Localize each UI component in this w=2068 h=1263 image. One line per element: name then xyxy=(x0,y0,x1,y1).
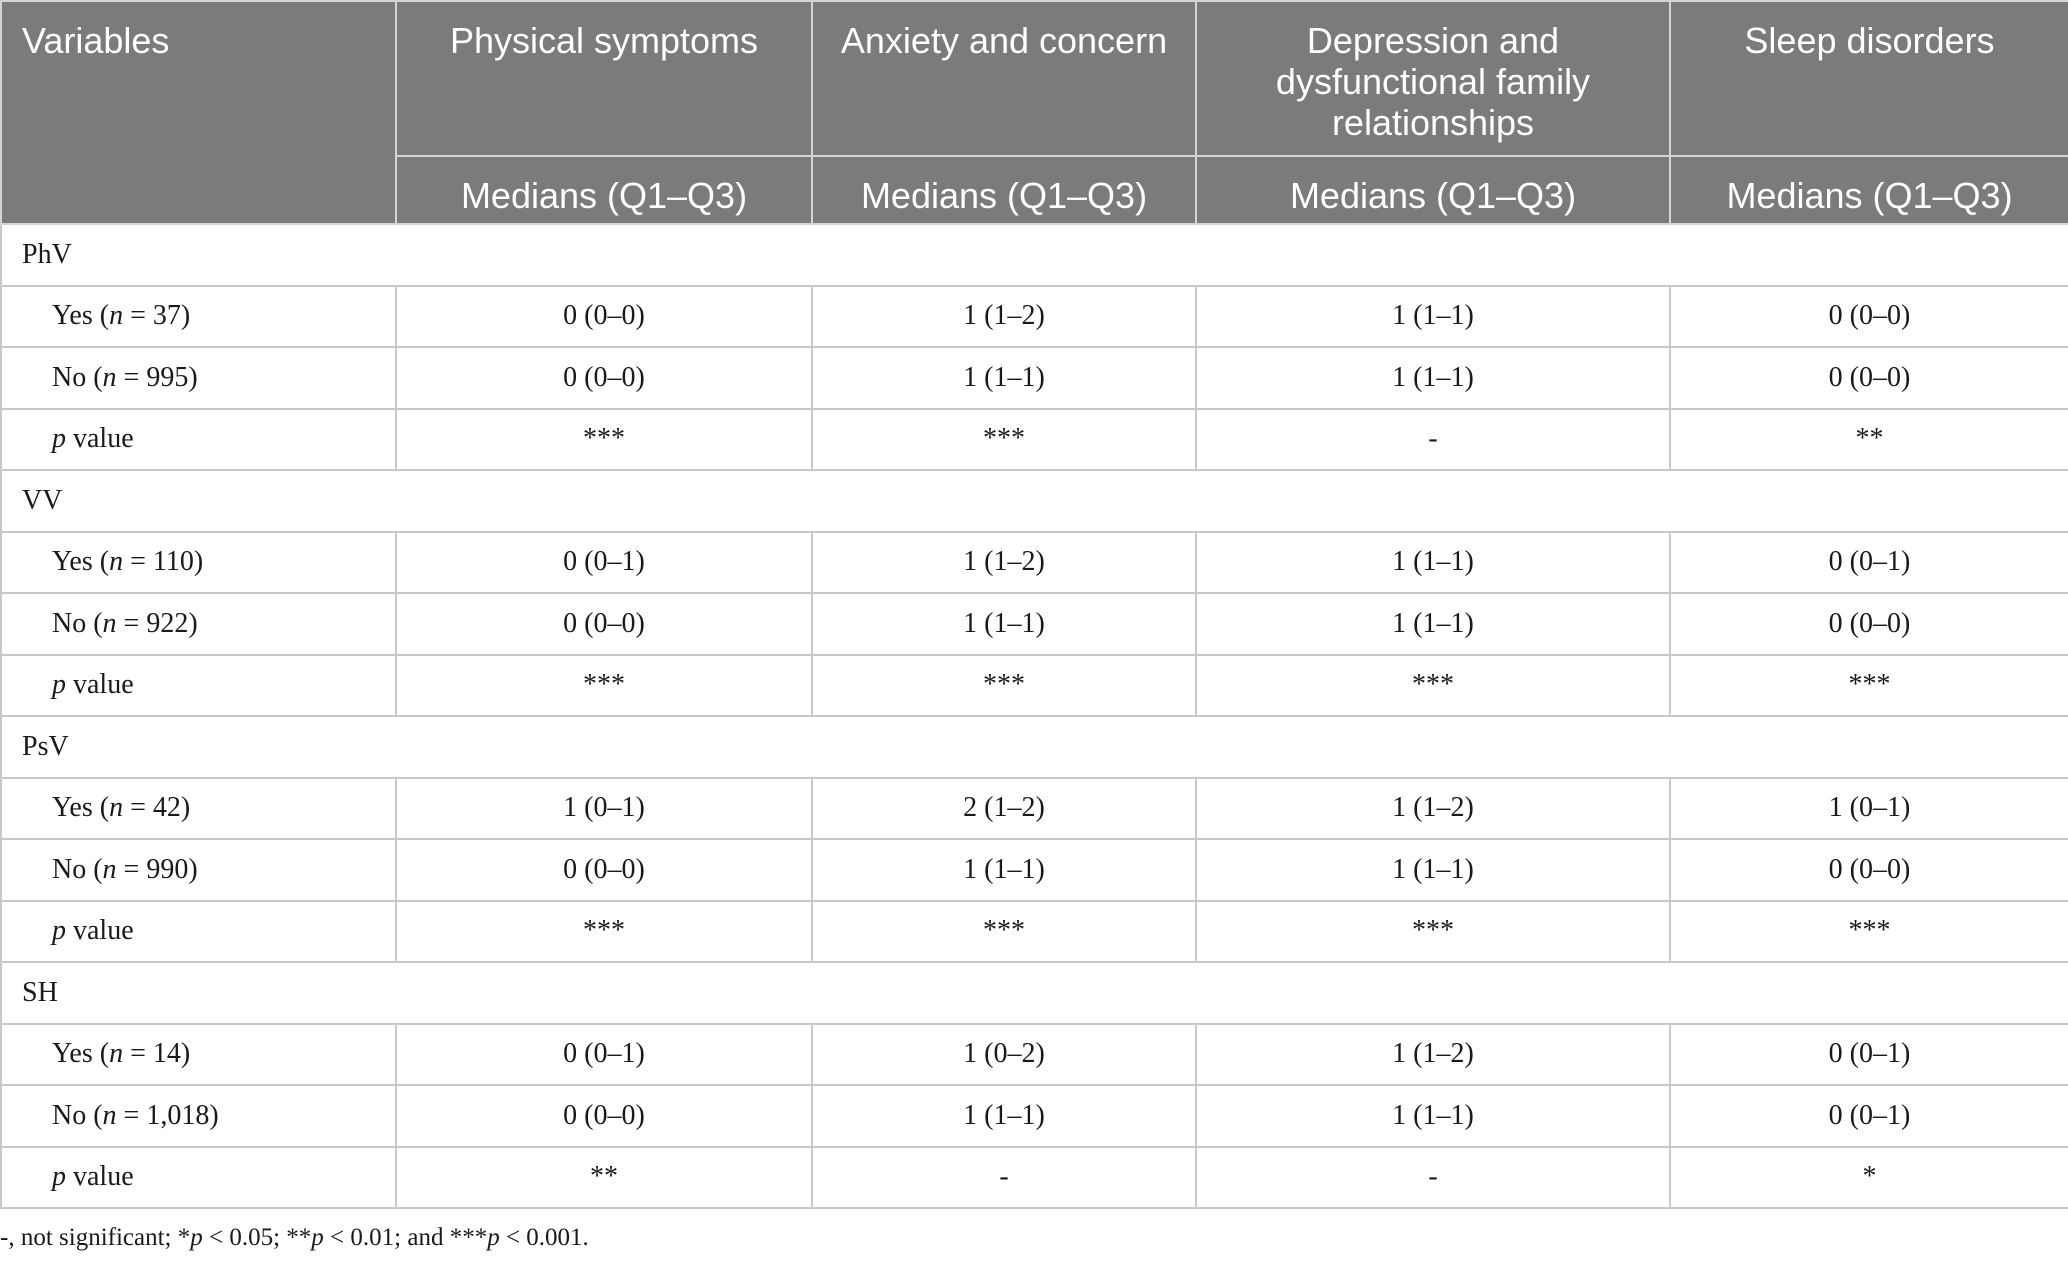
footnote-part: < 0.01; and *** xyxy=(323,1224,488,1251)
table-cell: 0 (0–0) xyxy=(396,593,812,655)
header-anxiety-concern: Anxiety and concern xyxy=(812,1,1196,156)
row-label xyxy=(1,409,396,471)
table-cell: 0 (0–0) xyxy=(396,839,812,901)
group-row xyxy=(1,962,2068,1024)
footnote xyxy=(0,1224,589,1252)
table-cell: - xyxy=(1196,409,1670,471)
table-cell: 0 (0–1) xyxy=(396,532,812,594)
table-cell: 1 (1–1) xyxy=(1196,593,1670,655)
table-cell: 1 (1–1) xyxy=(1196,839,1670,901)
row-label xyxy=(1,901,396,963)
row-label-prefix: No ( xyxy=(52,853,103,885)
row-label xyxy=(1,593,396,655)
table-cell: ** xyxy=(396,1147,812,1209)
group-label: PhV xyxy=(1,224,2068,286)
table-cell: 0 (0–1) xyxy=(1670,1085,2068,1147)
row-label-prefix: Yes ( xyxy=(52,546,110,578)
row-label-suffix: value xyxy=(66,915,134,947)
row-label-suffix: = 14) xyxy=(123,1038,191,1070)
row-label-symbol: n xyxy=(109,546,124,578)
row-label-symbol: n xyxy=(109,792,124,824)
table-cell: 1 (1–1) xyxy=(1196,286,1670,348)
row-label xyxy=(1,655,396,717)
table-cell: *** xyxy=(396,901,812,963)
group-label: SH xyxy=(1,962,2068,1024)
subheader-medians: Medians (Q1–Q3) xyxy=(1196,156,1670,224)
table-cell: 1 (1–1) xyxy=(812,1085,1196,1147)
table-cell: *** xyxy=(1670,655,2068,717)
table-cell: 1 (1–2) xyxy=(812,286,1196,348)
table-cell: *** xyxy=(1196,901,1670,963)
table-cell: 1 (1–2) xyxy=(812,532,1196,594)
row-label-prefix: No ( xyxy=(52,1099,103,1131)
table-cell: - xyxy=(1196,1147,1670,1209)
row-label xyxy=(1,778,396,840)
header-row xyxy=(1,1,2068,156)
footnote-p-symbol: p xyxy=(190,1224,203,1251)
table-cell: *** xyxy=(812,655,1196,717)
table-cell: *** xyxy=(396,655,812,717)
row-label-symbol: n xyxy=(102,607,117,639)
table-cell: *** xyxy=(396,409,812,471)
table-cell: 0 (0–0) xyxy=(1670,347,2068,409)
footnote-part: < 0.05; ** xyxy=(202,1224,312,1251)
row-label-symbol: n xyxy=(109,300,124,332)
row-label-suffix: value xyxy=(66,423,134,455)
header-sleep-disorders: Sleep disorders xyxy=(1670,1,2068,156)
table-cell: - xyxy=(812,1147,1196,1209)
table-row xyxy=(1,1085,2068,1147)
row-label-symbol: p xyxy=(52,423,66,455)
row-label-suffix: = 110) xyxy=(123,546,204,578)
subheader-medians: Medians (Q1–Q3) xyxy=(812,156,1196,224)
table-cell: 0 (0–1) xyxy=(396,1024,812,1086)
subheader-medians: Medians (Q1–Q3) xyxy=(396,156,812,224)
group-row xyxy=(1,716,2068,778)
group-label: VV xyxy=(1,470,2068,532)
table-cell: 1 (1–1) xyxy=(1196,532,1670,594)
header-variables: Variables xyxy=(1,1,396,224)
group-row xyxy=(1,224,2068,286)
table-cell: *** xyxy=(1196,655,1670,717)
row-label-prefix: No ( xyxy=(52,361,103,393)
table-cell: 0 (0–1) xyxy=(1670,532,2068,594)
row-label-symbol: n xyxy=(109,1038,124,1070)
row-label-prefix: Yes ( xyxy=(52,300,110,332)
row-label-suffix: = 1,018) xyxy=(116,1099,219,1131)
table-cell: 2 (1–2) xyxy=(812,778,1196,840)
table-cell: 1 (0–1) xyxy=(1670,778,2068,840)
row-label-symbol: n xyxy=(102,853,117,885)
row-label-prefix: Yes ( xyxy=(52,792,110,824)
table-row xyxy=(1,839,2068,901)
table-row xyxy=(1,409,2068,471)
table-cell: 1 (0–1) xyxy=(396,778,812,840)
row-label xyxy=(1,286,396,348)
row-label-prefix: No ( xyxy=(52,607,103,639)
group-label: PsV xyxy=(1,716,2068,778)
table-cell: 0 (0–1) xyxy=(1670,1024,2068,1086)
table-cell: *** xyxy=(1670,901,2068,963)
table-cell: *** xyxy=(812,901,1196,963)
table-row xyxy=(1,286,2068,348)
subheader-medians: Medians (Q1–Q3) xyxy=(1670,156,2068,224)
row-label xyxy=(1,839,396,901)
table-cell: 1 (1–2) xyxy=(1196,1024,1670,1086)
table-cell: 1 (1–1) xyxy=(812,347,1196,409)
table-row xyxy=(1,593,2068,655)
footnote-part: < 0.001. xyxy=(499,1224,589,1251)
table-cell: *** xyxy=(812,409,1196,471)
table-cell: 0 (0–0) xyxy=(1670,286,2068,348)
footnote-p-symbol: p xyxy=(487,1224,500,1251)
row-label xyxy=(1,1147,396,1209)
table-cell: 1 (1–2) xyxy=(1196,778,1670,840)
row-label xyxy=(1,347,396,409)
row-label xyxy=(1,1024,396,1086)
row-label-prefix: Yes ( xyxy=(52,1038,110,1070)
row-label-suffix: value xyxy=(66,669,134,701)
table-row xyxy=(1,532,2068,594)
row-label-suffix: = 990) xyxy=(116,853,198,885)
table-row xyxy=(1,655,2068,717)
table-cell: ** xyxy=(1670,409,2068,471)
row-label-symbol: p xyxy=(52,915,66,947)
table-body xyxy=(1,224,2068,1208)
table-row xyxy=(1,901,2068,963)
footnote-part: -, not significant; * xyxy=(0,1224,191,1251)
row-label-symbol: p xyxy=(52,1161,66,1193)
table-cell: 0 (0–0) xyxy=(1670,593,2068,655)
group-row xyxy=(1,470,2068,532)
row-label-suffix: = 995) xyxy=(116,361,198,393)
table-cell: 1 (1–1) xyxy=(812,593,1196,655)
table-cell: 1 (1–1) xyxy=(812,839,1196,901)
row-label-symbol: p xyxy=(52,669,66,701)
table-cell: 0 (0–0) xyxy=(396,286,812,348)
row-label-suffix: = 922) xyxy=(116,607,198,639)
table-cell: 1 (1–1) xyxy=(1196,347,1670,409)
table-cell: 1 (0–2) xyxy=(812,1024,1196,1086)
row-label-symbol: n xyxy=(102,1099,117,1131)
row-label-suffix: value xyxy=(66,1161,134,1193)
header-depression-family: Depression and dysfunctional family relationships xyxy=(1196,1,1670,156)
row-label xyxy=(1,532,396,594)
table-cell: 1 (1–1) xyxy=(1196,1085,1670,1147)
header-physical-symptoms: Physical symptoms xyxy=(396,1,812,156)
row-label xyxy=(1,1085,396,1147)
table-row xyxy=(1,778,2068,840)
table-cell: 0 (0–0) xyxy=(396,347,812,409)
table-row xyxy=(1,347,2068,409)
table-row xyxy=(1,1024,2068,1086)
row-label-suffix: = 37) xyxy=(123,300,191,332)
footnote-p-symbol: p xyxy=(311,1224,324,1251)
table-cell: 0 (0–0) xyxy=(1670,839,2068,901)
row-label-suffix: = 42) xyxy=(123,792,191,824)
row-label-symbol: n xyxy=(102,361,117,393)
table-cell: 0 (0–0) xyxy=(396,1085,812,1147)
table-cell: * xyxy=(1670,1147,2068,1209)
table-row xyxy=(1,1147,2068,1209)
